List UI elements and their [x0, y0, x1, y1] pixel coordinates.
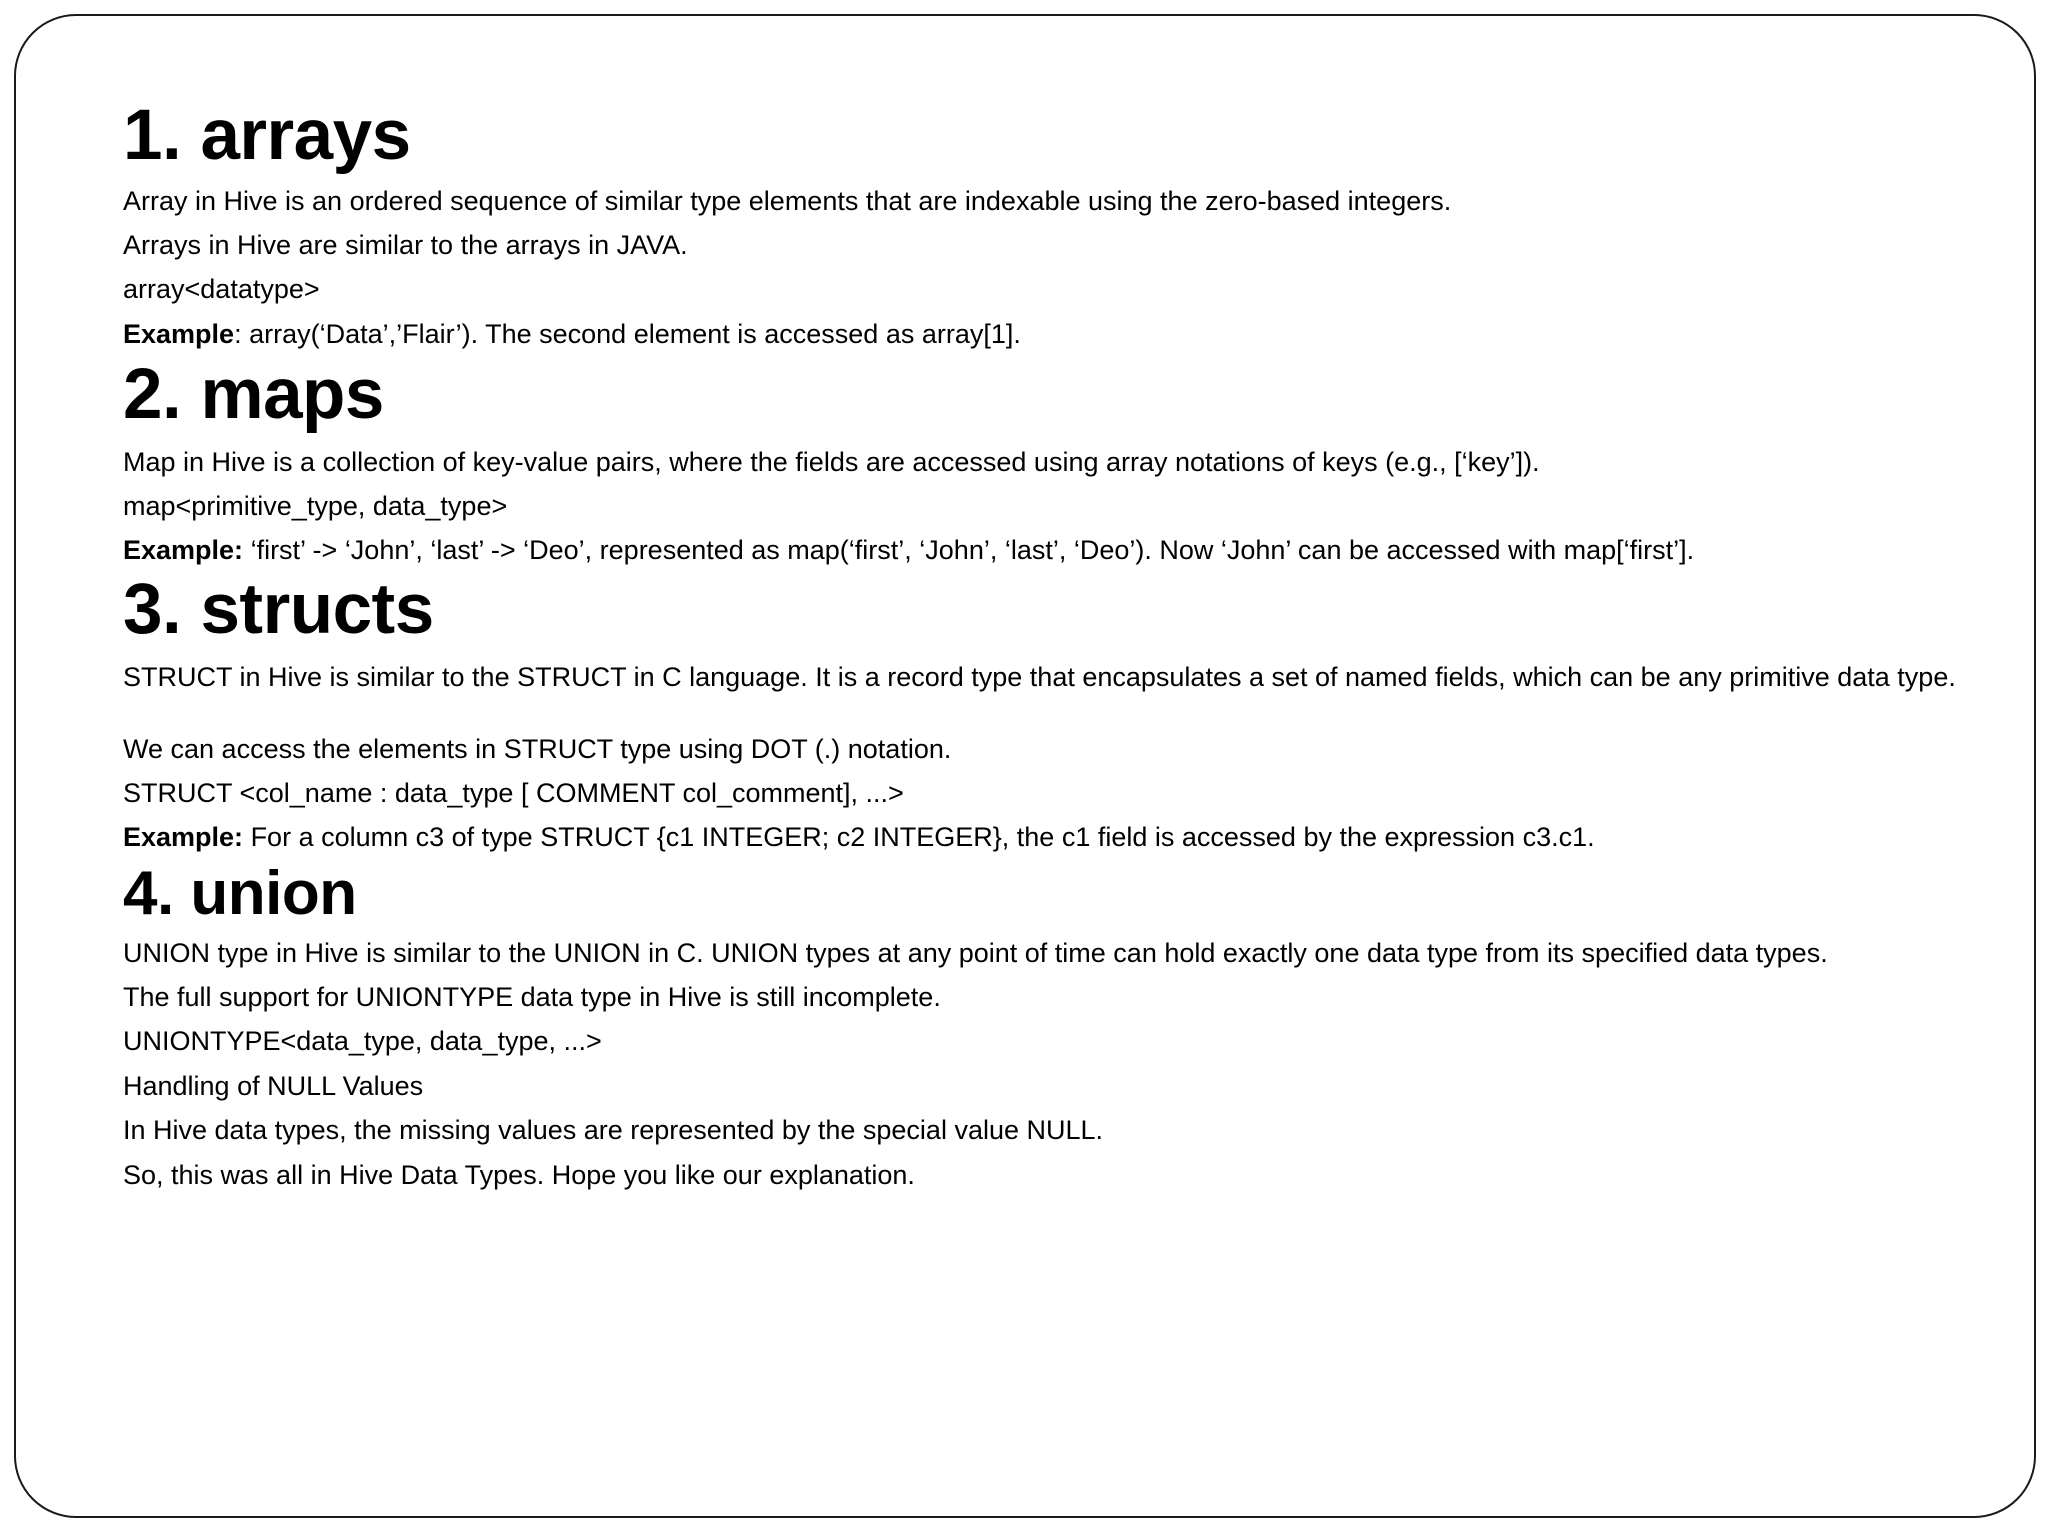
arrays-syntax: array<datatype>	[123, 274, 320, 304]
section-heading-arrays: 1. arrays	[123, 96, 411, 175]
structs-example-text: For a column c3 of type STRUCT {c1 INTEGER; c2 INTEGER}, the c1 field is accessed by the expression c3.c1.	[243, 822, 1595, 852]
structs-syntax: STRUCT <col_name : data_type [ COMMENT col_comment], ...>	[123, 778, 904, 808]
maps-example	[123, 535, 1694, 565]
arrays-java-note: Arrays in Hive are similar to the arrays in JAVA.	[123, 230, 688, 260]
maps-definition: Map in Hive is a collection of key-value pairs, where the fields are accessed using array notations of keys (e.g., [‘key’]).	[123, 447, 1540, 477]
section-heading-union: 4. union	[123, 859, 357, 928]
union-definition: UNION type in Hive is similar to the UNION in C. UNION types at any point of time can hold exactly one data type from its specified data types.	[123, 938, 1828, 968]
union-syntax: UNIONTYPE<data_type, data_type, ...>	[123, 1026, 602, 1056]
maps-example-text: ‘first’ -> ‘John’, ‘last’ -> ‘Deo’, represented as map(‘first’, ‘John’, ‘last’, ‘Deo’). Now ‘John’ can be accessed with map[‘first’].	[243, 535, 1695, 565]
section-heading-structs: 3. structs	[123, 570, 434, 649]
null-values-note: In Hive data types, the missing values are represented by the special value NULL.	[123, 1115, 1104, 1145]
maps-example-label: Example:	[123, 535, 244, 565]
structs-definition: STRUCT in Hive is similar to the STRUCT in C language. It is a record type that encapsulates a set of named fields, which can be any primitive data type.	[123, 662, 1956, 692]
maps-syntax: map<primitive_type, data_type>	[123, 491, 508, 521]
structs-dot-note: We can access the elements in STRUCT type using DOT (.) notation.	[123, 734, 952, 764]
structs-example	[123, 822, 1595, 852]
union-support-note: The full support for UNIONTYPE data type in Hive is still incomplete.	[123, 982, 941, 1012]
section-heading-maps: 2. maps	[123, 355, 384, 434]
null-values-heading: Handling of NULL Values	[123, 1071, 424, 1101]
closing-note: So, this was all in Hive Data Types. Hope you like our explanation.	[123, 1160, 915, 1190]
arrays-example-label: Example	[123, 319, 235, 349]
arrays-example-text: : array(‘Data’,’Flair’). The second element is accessed as array[1].	[234, 319, 1021, 349]
arrays-example	[123, 319, 1021, 349]
arrays-definition: Array in Hive is an ordered sequence of similar type elements that are indexable using the zero-based integers.	[123, 186, 1452, 216]
structs-example-label: Example:	[123, 822, 244, 852]
